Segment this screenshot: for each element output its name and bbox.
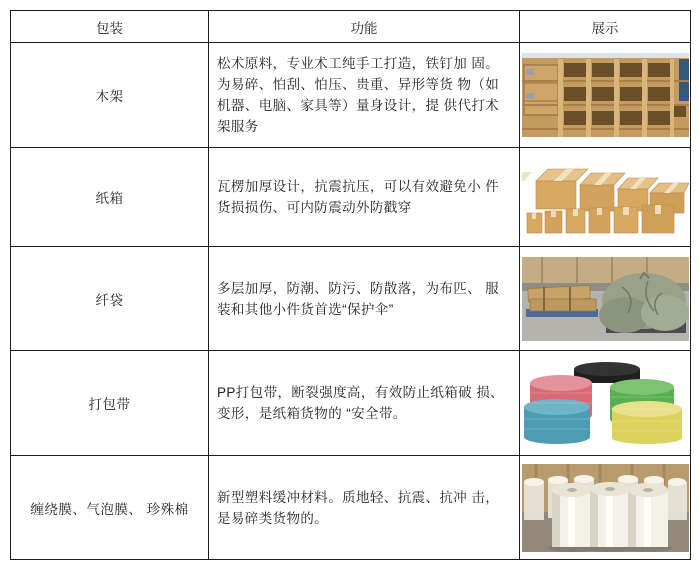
packaging-photo-cell — [520, 43, 691, 148]
packaging-document — [10, 10, 691, 560]
packaging-table — [10, 10, 691, 560]
packaging-name: 缠绕膜、气泡膜、 珍殊棉 — [11, 456, 209, 560]
packaging-photo-cell — [520, 351, 691, 456]
packaging-name: 纤袋 — [11, 247, 209, 351]
packaging-function: 瓦楞加厚设计，抗震抗压，可以有效避免小 件货损损伤、可内防震动外防戳穿 — [209, 148, 520, 247]
header-packaging: 包装 — [11, 11, 209, 43]
packaging-function: 新型塑料缓冲材料。质地轻、抗震、抗冲 击，是易碎类货物的。 — [209, 456, 520, 560]
packaging-photo-cell — [520, 456, 691, 560]
table-row-stretch-film — [11, 456, 691, 560]
table-row-carton — [11, 148, 691, 247]
packaging-photo-cell — [520, 148, 691, 247]
cardboard-boxes-photo — [522, 155, 689, 239]
packaging-function: 多层加厚，防潮、防污、防散落，为布匹、 服装和其他小件货首选“保护伞” — [209, 247, 520, 351]
packaging-name: 打包带 — [11, 351, 209, 456]
packaging-function: 松术原料，专业术工纯手工打造，铁钉加 固。为易碎、怕刮、怕压、贵重、异形等货 物（如机器、电脑、家具等）量身设计，提 供代打术架服务 — [209, 43, 520, 148]
packaging-function: PP打包带，断裂强度高，有效防止纸箱破 损、变形，是纸箱货物的 “安全带。 — [209, 351, 520, 456]
wooden-crates-photo — [522, 53, 689, 137]
header-function: 功能 — [209, 11, 520, 43]
header-row — [11, 11, 691, 43]
stretch-film-rolls-photo — [522, 464, 689, 552]
pp-strap-rolls-photo — [522, 361, 689, 445]
packaging-photo-cell — [520, 247, 691, 351]
packaging-name: 纸箱 — [11, 148, 209, 247]
woven-bags-photo — [522, 257, 689, 341]
table-row-wood-frame — [11, 43, 691, 148]
header-display: 展示 — [520, 11, 691, 43]
table-row-fiber-bag — [11, 247, 691, 351]
packaging-name: 木架 — [11, 43, 209, 148]
table-row-packing-strap — [11, 351, 691, 456]
